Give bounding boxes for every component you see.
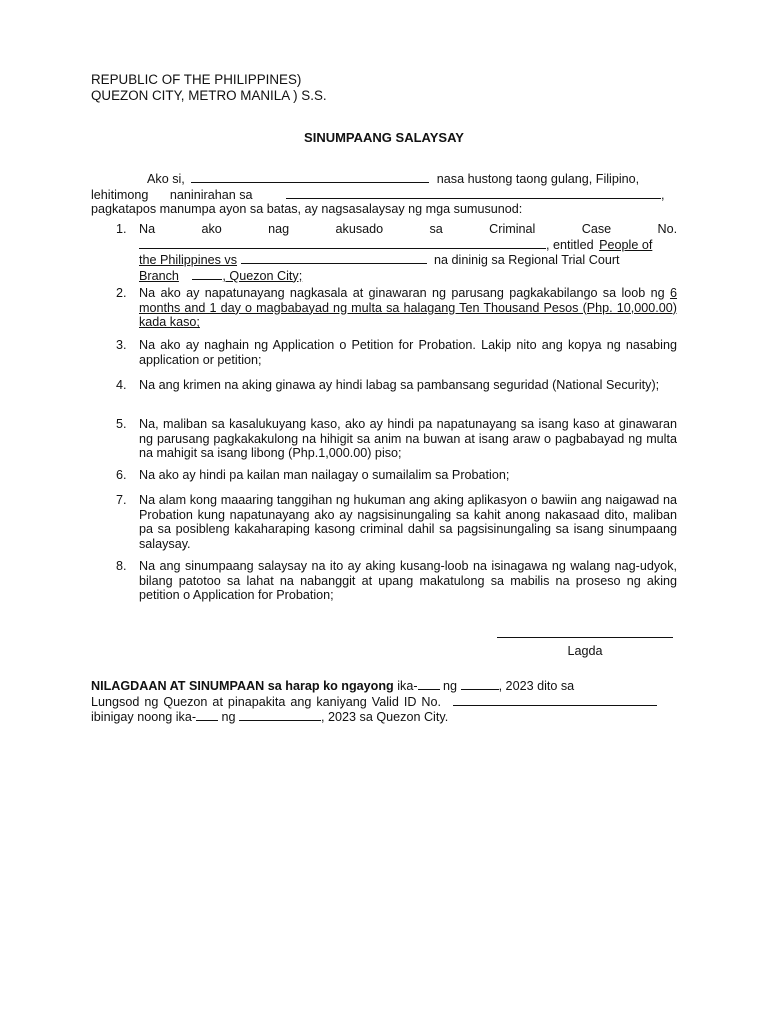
jurat-paragraph	[91, 678, 677, 725]
venue-line-city: QUEZON CITY, METRO MANILA ) S.S.	[91, 87, 327, 103]
branch-blank[interactable]	[192, 268, 222, 280]
name-blank[interactable]	[191, 171, 429, 183]
statement-8: 8. Na ang sinumpaang salaysay na ito ay aking kusang-loob na isinagawa ng walang nag-udyok, bilang patotoo sa lahat na nabanggit at upang makatulong sa mabilis na proseso ng aking petition o Application for Probation;	[116, 559, 677, 603]
intro-line-2	[91, 187, 677, 203]
signature-label: Lagda	[567, 644, 603, 658]
accused-name-blank[interactable]	[241, 252, 427, 264]
statement-number: 5.	[116, 417, 127, 431]
issued-day-blank[interactable]	[196, 709, 218, 721]
statement-number: 2.	[116, 286, 127, 300]
day-blank[interactable]	[418, 678, 440, 690]
intro-lehitimong: lehitimong	[91, 187, 149, 202]
statement-4: 4. Na ang krimen na aking ginawa ay hindi labag sa pambansang seguridad (National Security);	[116, 378, 660, 392]
intro-line-1	[91, 171, 677, 187]
jurat-line-1: NILAGDAAN AT SINUMPAAN sa harap ko ngayong ika- ng , 2023 dito sa	[91, 679, 575, 693]
intro-comma: ,	[661, 187, 665, 202]
signature-block	[497, 637, 673, 659]
statement-1-line-4: Branch , Quezon City;	[139, 268, 303, 283]
issued-month-blank[interactable]	[239, 709, 321, 721]
intro-line-3: pagkatapos manumpa ayon sa batas, ay nagsasalaysay ng mga sumusunod:	[91, 202, 523, 217]
statement-number: 3.	[116, 338, 127, 352]
jurat-line-2: Lungsod ng Quezon at pinapakita ang kaniyang Valid ID No.	[91, 694, 677, 710]
jurat-line-3: ibinigay noong ika- ng , 2023 sa Quezon City.	[91, 710, 449, 725]
intro-paragraph	[91, 171, 677, 217]
statement-1-line-1: Na ako nag akusado sa Criminal Case No.	[139, 222, 678, 236]
document-title: SINUMPAANG SALAYSAY	[304, 130, 464, 145]
statement-2: 2. Na ako ay napatunayang nagkasala at ginawaran ng parusang pagkakabilango sa loob ng 6 months and 1 day o magbabayad ng multa sa halagang Ten Thousand Pesos (Php. 10,000.00) kada kaso;	[116, 286, 677, 330]
statement-number: 1.	[116, 222, 127, 236]
statement-1-line-3: the Philippines vs na dininig sa Regional Trial Court	[139, 253, 620, 268]
statement-number: 6.	[116, 468, 127, 482]
statement-7: 7. Na alam kong maaaring tanggihan ng hukuman ang aking aplikasyon o bawiin ang naigawad na Probation kung napatunayang ako ay nagsisinungaling sa kahit anong nakasaad dito, maliban pa sa posibleng kakaharaping kasong criminal dahil sa pagsisinungaling sa isang sinumpaang salaysay.	[116, 493, 677, 551]
statement-1	[116, 222, 677, 283]
intro-ako-si: Ako si,	[147, 172, 185, 186]
jurat-bold: NILAGDAAN AT SINUMPAAN sa harap ko ngayong	[91, 679, 394, 693]
month-blank[interactable]	[461, 678, 499, 690]
intro-naninirahan: naninirahan sa	[169, 187, 253, 202]
statement-number: 4.	[116, 378, 127, 392]
statement-number: 8.	[116, 559, 127, 573]
statement-5: 5. Na, maliban sa kasalukuyang kaso, ako ay hindi pa napatunayang sa isang kaso at ginawaran ng parusang pagkakakulong na hihigit sa anim na buwan at isang araw o pagbabayad ng multa na mahigit sa isang libong (Php.1,000.00) piso;	[116, 417, 677, 461]
statement-3: 3. Na ako ay naghain ng Application o Petition for Probation. Lakip nito ang kopya ng nasabing application or petition;	[116, 338, 677, 367]
statement-1-line-2: , entitled People of	[139, 237, 677, 253]
case-number-blank[interactable]	[139, 237, 546, 249]
venue-line-republic: REPUBLIC OF THE PHILIPPINES)	[91, 72, 302, 87]
valid-id-blank[interactable]	[453, 694, 657, 706]
intro-nasa-hustong: nasa hustong taong gulang, Filipino,	[436, 172, 640, 186]
statement-number: 7.	[116, 493, 127, 507]
signature-line[interactable]	[497, 637, 673, 638]
address-blank[interactable]	[286, 187, 661, 199]
venue-header	[91, 72, 327, 103]
statement-6: 6. Na ako ay hindi pa kailan man nailagay o sumailalim sa Probation;	[116, 468, 510, 482]
